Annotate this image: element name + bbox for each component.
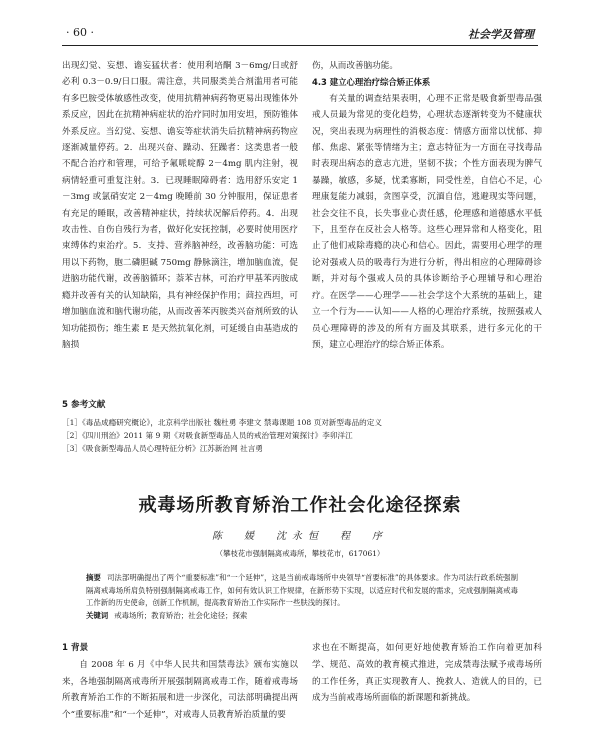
body-left-column bbox=[62, 640, 298, 748]
keywords-text: 戒毒场所；教育矫治；社会化途径；探索 bbox=[114, 610, 248, 620]
journal-section-title: 社会学及管理 bbox=[468, 28, 534, 41]
reference-item: ［2］《四川刑治》2011 第 9 期《对吸食新型毒品人员的戒治管理对策探讨》李卯洋江 bbox=[62, 431, 353, 440]
abstract bbox=[86, 572, 518, 610]
body-left-paragraph: 自 2008 年 6 月《中华人民共和国禁毒法》颁布实施以来，各地强制隔离戒毒所开展强制隔离戒毒工作，随着戒毒场所教育矫治工作的不断拓展和进一步深化，司法部明确提出两个“重要标准”和“一个延伸”，对戒毒人员教育矫治质量的要 bbox=[62, 659, 298, 721]
references bbox=[62, 399, 542, 455]
abstract-text: 司法部明确提出了两个“重要标准”和“一个延伸”，这是当前戒毒场所中央领导“首要标准”的具体要求。作为司法行政系统强制隔离戒毒场所肩负特别强制隔离戒毒工作，如何有效认识工作规律，在新形势下实现，以适应时代和发展的需求，完成强制隔离戒毒工作新的历史使命，创新工作机制，提高教育矫治工作实际作一些肤浅的探讨。 bbox=[86, 573, 518, 608]
right-paragraph: 有关量的调查结果表明，心理不正常是吸食新型毒品强戒人员最为常见的变化趋势，心理状态逐渐转变为不健康状况，突出表现为病理性的消极态度：情感方面常以忧郁、抑郁、焦虑、紧张等情绪为主；意志特征为一方面在寻找毒品时表现出病态的意志亢进，坚韧不拔；个性方面表现为脾气暴躁，敏感，多疑，忧柔寡断，同受性差，自信心不足，心理康复能力减弱，贪图享受，沉湎自信，逃避现实等问题，社会交往不良，长失事业心责任感，伦理感和道德感水平低下，且至存在反社会人格等。这些心理异常和人格变化，阻止了他们戒除毒瘾的决心和信心。因此，需要用心理学的理论对强戒人员的吸毒行为进行分析，得出相应的心理障碍诊断，并对每个强戒人员的具体诊断给予心理辅导和心理治疗。在医学——心理学——社会学这个大系统的基础上，建立一个行为——认知——人格的心理治疗系统，按照强戒人员心理障碍的涉及的所有方面及其联系，进行多元化的干预，建立心理治疗的综合矫正体系。 bbox=[312, 93, 542, 350]
article-title: 戒毒场所教育矫治工作社会化途径探索 bbox=[138, 495, 462, 516]
reference-item: ［1］《毒品成瘾研究概论》，北京科学出版社 魏杜勇 李建文 禁毒课题 108 页对新型毒品的定义 bbox=[62, 418, 382, 427]
right-column-text bbox=[312, 58, 542, 388]
page-number: · 60 · bbox=[66, 26, 94, 39]
keywords bbox=[86, 610, 518, 623]
body-right-column bbox=[312, 640, 542, 748]
article-affiliation: （攀枝花市强制隔离戒毒所，攀枝花市，617061） bbox=[215, 549, 385, 558]
body-right-paragraph: 求也在不断提高，如何更好地使教育矫治工作向着更加科学、规范、高效的教育模式推进，完成禁毒法赋予戒毒场所的工作任务，真正实现教育人、挽救人、造就人的目的，已成为当前戒毒场所面临的新课题和新挑战。 bbox=[312, 643, 542, 704]
reference-item: ［3］《吸食新型毒品人员心理特征分析》江苏新治网 社言勇 bbox=[62, 444, 263, 453]
references-heading: 5 参考文献 bbox=[62, 400, 106, 410]
right-paragraph-continued: 伤，从而改善脑功能。 bbox=[312, 61, 398, 71]
page-header bbox=[66, 26, 534, 42]
header-rule bbox=[62, 45, 538, 46]
abstract-label: 摘要 bbox=[86, 573, 101, 582]
article-authors: 陈 媛 沈永恒 程 序 bbox=[212, 531, 388, 542]
abstract-block bbox=[86, 572, 518, 622]
keywords-label: 关键词 bbox=[86, 610, 109, 620]
section-heading-4-3: 4.3 建立心理治疗综合矫正体系 bbox=[312, 77, 431, 88]
section-heading-1: 1 背景 bbox=[62, 643, 89, 653]
left-column-text bbox=[62, 58, 298, 388]
left-paragraph: 出现幻觉、妄想、谵妄猛状者：使用利培酮 3－6mg/日或舒必利 0.3－0.9/日口服。需注意，共同服类美合剂滥用者可能有多巴胺受体敏感性改变，使用抗精神病药物更易出现锥体外系反应，因此在抗精神病症状的治疗同时加用安坦，预防锥体外系反应。当幻觉、妄想、谵妄等症状消失后抗精神病药物应逐渐减量停药。2．出现兴奋、躁动、狂躁者：这类患者一般不配合治疗和管理，可给予氟哌啶醇 2－4mg 肌内注射，视病情轻重可重复注射。3．已现睡眠障碍者：选用舒乐安定 1－3mg 或氯硝安定 2－4mg 晚睡前 30 分钟服用，保证患者有充足的睡眠，改善精神症状，持续状况解后停药。4．出现攻击性、自伤自残行为者，做好化安抚控制，必要时使用医疗束缚体约束治疗。5．支持、营养脑神经，改善脑功能：可选用以下药物，胞二磷胆碱 750mg 静脉滴注，增加脑血流，促进脑功能代谢，改善脑循环；萘苯吉林，可治疗甲基苯丙胺成瘾并改善有关的认知缺陷，具有神经保护作用；茴拉西坦，可增加脑血流和脑代谢功能，从而改善苯丙胺类兴奋剂所致的认知功能损伤；维生素 E 是天然抗氧化剂，可延缓自由基造成的脑损 bbox=[62, 61, 298, 350]
